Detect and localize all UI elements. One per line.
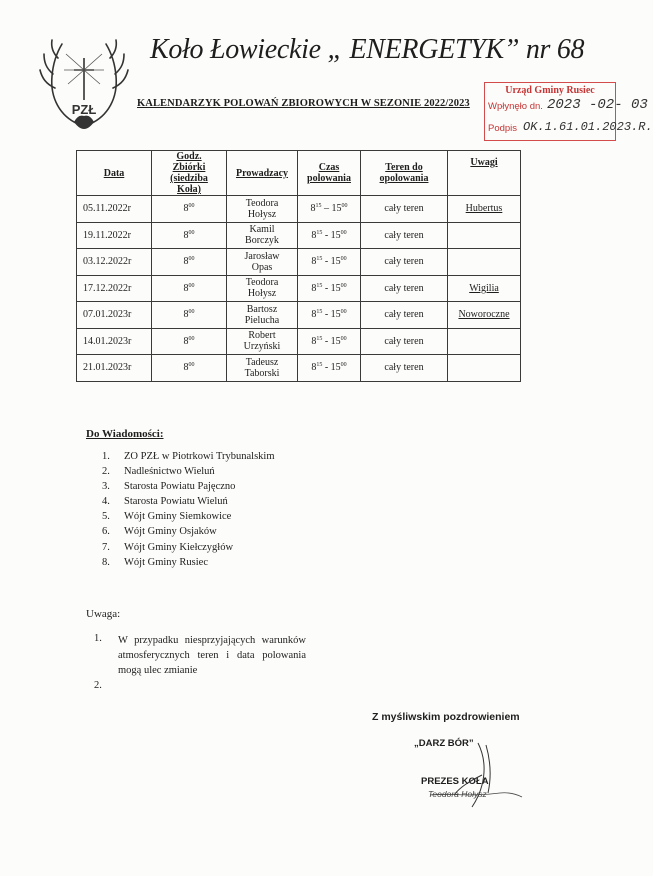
recipient-item: 2. Nadleśnictwo Wieluń: [102, 466, 215, 478]
stamp-sign-value: OK.1.61.01.2023.R.: [523, 120, 653, 134]
cell-area: cały teren: [361, 355, 448, 382]
cell-notes: [448, 222, 521, 249]
cell-date: 19.11.2022r: [77, 222, 152, 249]
cell-area: cały teren: [361, 302, 448, 329]
cell-leader: Tadeusz Taborski: [227, 355, 298, 382]
stamp-received-value: 2023 -02- 03: [547, 97, 648, 113]
cell-notes: [448, 328, 521, 355]
note-1-number: 1.: [94, 633, 102, 644]
stamp-received-label: Wpłynęło dn.: [488, 101, 543, 112]
cell-area: cały teren: [361, 275, 448, 302]
cell-gathering-time: $8^{00}$: [152, 275, 227, 302]
cell-gathering-time: $8^{00}$: [152, 196, 227, 223]
president-name: Teodora Hołysz: [428, 789, 487, 799]
cell-notes: Wigilia: [448, 275, 521, 302]
cell-hunt-time: $8^{15} - 15^{00}$: [298, 249, 361, 276]
col-header-area: Teren do opolowania: [361, 151, 448, 196]
cell-gathering-time: $8^{00}$: [152, 355, 227, 382]
recipient-item: 8. Wójt Gminy Rusiec: [102, 556, 208, 568]
stamp-office: Urząd Gminy Rusiec: [505, 85, 595, 96]
cell-notes: [448, 249, 521, 276]
table-header-row: [77, 151, 521, 196]
closing-club-motto: „DARZ BÓR”: [414, 738, 474, 749]
col-header-gathering: Godz. Zbiórki (siedziba Koła): [152, 151, 227, 196]
table-row: [77, 302, 521, 329]
table-row: [77, 249, 521, 276]
recipient-item: 1. ZO PZŁ w Piotrkowi Trybunalskim: [102, 451, 275, 462]
cell-leader: Teodora Hołysz: [227, 275, 298, 302]
recipient-item: 4. Starosta Powiatu Wieluń: [102, 496, 228, 508]
pzl-logo: [38, 36, 130, 140]
col-header-leader: Prowadzacy: [227, 151, 298, 196]
cell-date: 03.12.2022r: [77, 249, 152, 276]
col-header-notes: Uwagi: [448, 151, 521, 196]
cell-leader: Bartosz Pielucha: [227, 302, 298, 329]
cell-hunt-time: $8^{15} - 15^{00}$: [298, 328, 361, 355]
table-row: [77, 196, 521, 223]
cell-leader: Jarosław Opas: [227, 249, 298, 276]
table-row: [77, 275, 521, 302]
notes-heading: Uwaga:: [86, 608, 121, 620]
president-title: PREZES KOŁA: [421, 776, 489, 787]
recipient-item: 5. Wójt Gminy Siemkowice: [102, 511, 232, 523]
cell-date: 21.01.2023r: [77, 355, 152, 382]
cell-leader: Robert Urzyński: [227, 328, 298, 355]
cell-gathering-time: $8^{00}$: [152, 328, 227, 355]
cell-gathering-time: $8^{00}$: [152, 222, 227, 249]
recipients-heading: Do Wiadomości:: [86, 428, 164, 440]
col-header-time: Czas polowania: [298, 151, 361, 196]
logo-text: PZŁ: [71, 102, 97, 117]
cell-hunt-time: $8^{15} - 15^{00}$: [298, 355, 361, 382]
cell-date: 07.01.2023r: [77, 302, 152, 329]
cell-hunt-time: $8^{15} - 15^{00}$: [298, 302, 361, 329]
cell-leader: Kamil Borczyk: [227, 222, 298, 249]
cell-area: cały teren: [361, 196, 448, 223]
cell-notes: [448, 355, 521, 382]
cell-area: cały teren: [361, 222, 448, 249]
cell-gathering-time: $8^{00}$: [152, 302, 227, 329]
recipient-item: 7. Wójt Gminy Kiełczygłów: [102, 541, 234, 553]
recipient-item: 3. Starosta Powiatu Pajęczno: [102, 481, 236, 493]
col-header-date: Data: [77, 151, 152, 196]
page-subtitle: KALENDARZYK POLOWAŃ ZBIOROWYCH W SEZONIE 2022/2023: [137, 98, 470, 109]
closing-greeting: Z myśliwskim pozdrowieniem: [372, 711, 520, 723]
cell-hunt-time: $8^{15} - 15^{00}$: [298, 275, 361, 302]
recipient-item: 6. Wójt Gminy Osjaków: [102, 526, 217, 538]
cell-area: cały teren: [361, 328, 448, 355]
page-title: Koło Łowieckie „ ENERGETYK” nr 68: [150, 34, 585, 65]
recipients-list: [102, 449, 275, 570]
stamp-sign-label: Podpis: [488, 123, 518, 134]
cell-hunt-time: $8^{15} - 15^{00}$: [298, 196, 361, 223]
cell-leader: Teodora Hołysz: [227, 196, 298, 223]
cell-notes: Noworoczne: [448, 302, 521, 329]
cell-gathering-time: $8^{00}$: [152, 249, 227, 276]
table-row: [77, 355, 521, 382]
cell-date: 17.12.2022r: [77, 275, 152, 302]
cell-date: 05.11.2022r: [77, 196, 152, 223]
receipt-stamp: [484, 82, 653, 141]
table-row: [77, 222, 521, 249]
cell-hunt-time: $8^{15} - 15^{00}$: [298, 222, 361, 249]
note-2-number: 2.: [94, 680, 102, 691]
note-1-text: W przypadku niesprzyjających warunków atmosferycznych teren i data polowania mogą ulec zmianie: [118, 635, 306, 676]
cell-notes: Hubertus: [448, 196, 521, 223]
table-row: [77, 328, 521, 355]
hunt-schedule-table: [76, 150, 521, 382]
cell-area: cały teren: [361, 249, 448, 276]
cell-date: 14.01.2023r: [77, 328, 152, 355]
handwritten-signature: [410, 735, 530, 810]
